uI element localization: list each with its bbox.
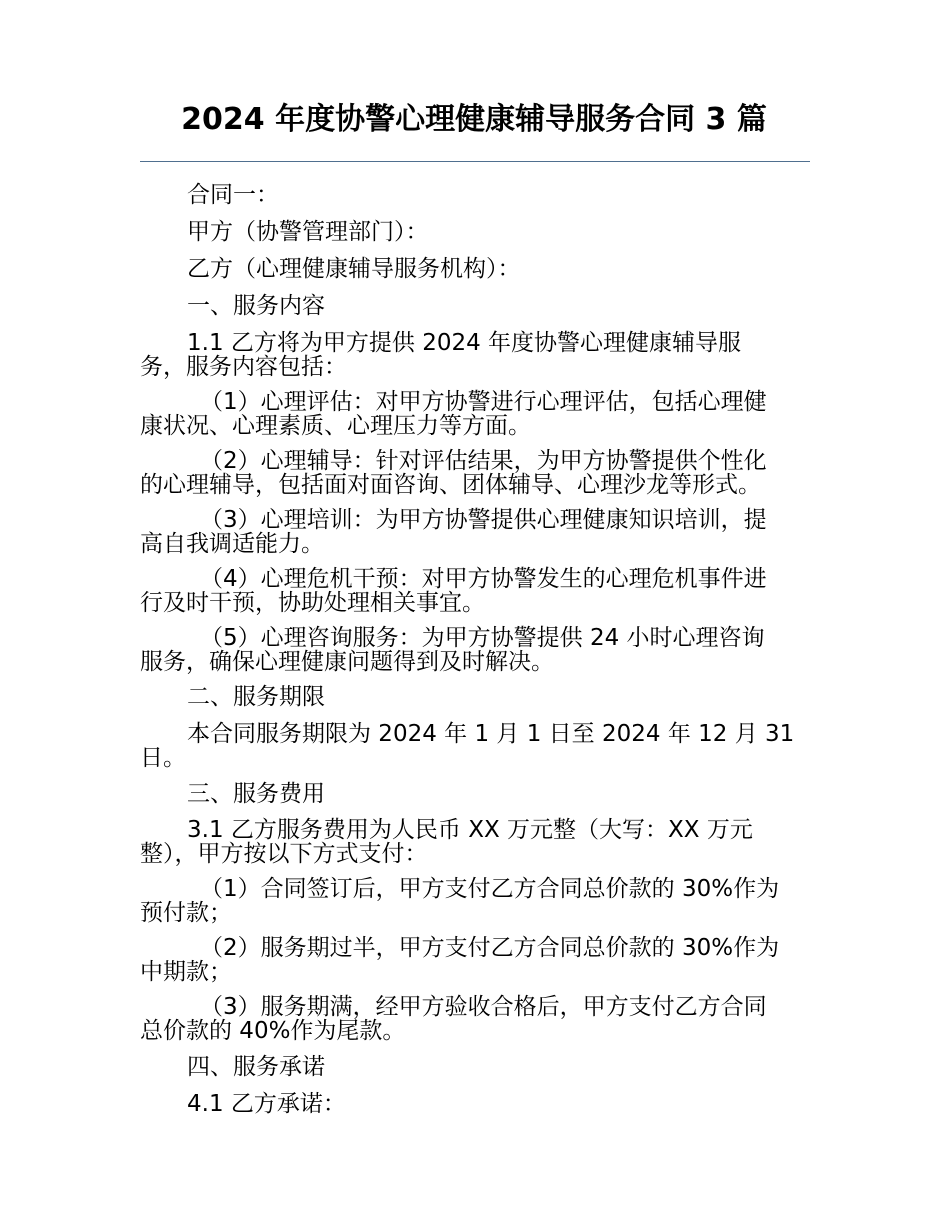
paragraph-4-1 [140,1092,855,1116]
paragraph-line: 行及时干预，协助处理相关事宜。 [140,590,485,616]
section-heading-service-term [140,685,855,709]
paragraph-line: 一、服务内容 [187,293,325,319]
paragraph-item-4 [140,567,808,615]
paragraph-payment-3 [140,995,808,1043]
paragraph-line: （2）心理辅导：针对评估结果，为甲方协警提供个性化 [200,448,767,474]
paragraph-line: （4）心理危机干预：对甲方协警发生的心理危机事件进 [200,566,767,592]
paragraph-line: 服务，确保心理健康问题得到及时解决。 [140,649,554,675]
paragraph-line: 本合同服务期限为 2024 年 1 月 1 日至 2024 年 12 月 31 [187,721,795,747]
paragraph-line: （2）服务期过半，甲方支付乙方合同总价款的 30%作为 [200,935,780,961]
paragraph-item-3 [140,508,808,556]
paragraph-line: 1.1 乙方将为甲方提供 2024 年度协警心理健康辅导服 [187,330,742,356]
paragraph-party-a [140,220,855,244]
paragraph-line: 甲方（协警管理部门）： [187,219,429,245]
paragraph-contract-one [140,183,855,207]
section-heading-service-commitment [140,1055,855,1079]
section-heading-service-fee [140,782,855,806]
paragraph-line: （3）心理培训：为甲方协警提供心理健康知识培训，提 [200,507,767,533]
paragraph-line: 3.1 乙方服务费用为人民币 XX 万元整（大写：XX 万元 [187,817,753,843]
title-underline [140,161,810,162]
paragraph-1-1 [140,331,808,379]
paragraph-3-1 [140,818,808,866]
paragraph-line: 日。 [140,745,186,771]
paragraph-line: 总价款的 40%作为尾款。 [140,1018,406,1044]
paragraph-line: 整），甲方按以下方式支付： [140,841,428,867]
paragraph-line: 的心理辅导，包括面对面咨询、团体辅导、心理沙龙等形式。 [140,472,761,498]
paragraph-item-2 [140,449,808,497]
paragraph-line: （1）心理评估：对甲方协警进行心理评估，包括心理健 [200,389,767,415]
paragraph-line: 康状况、心理素质、心理压力等方面。 [140,413,531,439]
paragraph-line: 务，服务内容包括： [140,354,347,380]
paragraph-party-b [140,257,855,281]
paragraph-line: （3）服务期满，经甲方验收合格后，甲方支付乙方合同 [200,994,767,1020]
section-heading-service-content [140,294,855,318]
paragraph-line: （1）合同签订后，甲方支付乙方合同总价款的 30%作为 [200,876,780,902]
paragraph-line: 高自我调适能力。 [140,531,324,557]
paragraph-payment-2 [140,936,808,984]
paragraph-payment-1 [140,877,808,925]
paragraph-line: 4.1 乙方承诺： [187,1091,346,1117]
paragraph-line: 合同一： [187,182,279,208]
paragraph-line: 二、服务期限 [187,684,325,710]
paragraph-line: 乙方（心理健康辅导服务机构）： [187,256,521,282]
document-title: 2024 年度协警心理健康辅导服务合同 3 篇 [181,102,767,137]
paragraph-item-5 [140,626,808,674]
paragraph-line: 预付款； [140,900,232,926]
paragraph-term [140,722,808,770]
paragraph-item-1 [140,390,808,438]
paragraph-line: （5）心理咨询服务：为甲方协警提供 24 小时心理咨询 [200,625,765,651]
paragraph-line: 四、服务承诺 [187,1054,325,1080]
paragraph-line: 三、服务费用 [187,781,325,807]
paragraph-line: 中期款； [140,959,232,985]
